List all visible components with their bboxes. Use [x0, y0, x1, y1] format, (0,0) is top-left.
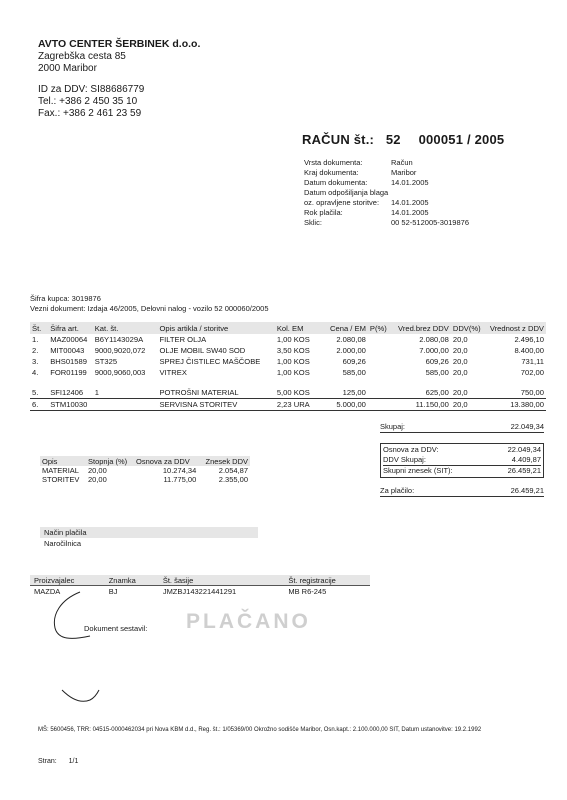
subtotal-value: 22.049,34 [510, 422, 544, 431]
company-name: AVTO CENTER ŠERBINEK d.o.o. [38, 38, 201, 50]
company-street: Zagrebška cesta 85 [38, 50, 126, 62]
signature-curve [54, 592, 90, 638]
fax: Fax.: +386 2 461 23 59 [38, 108, 142, 119]
footer-legal: MŠ: 5600456, TRR: 04515-0000462034 pri Nova KBM d.d., Reg. št.: 1/05369/00 Okrožno sodišče Maribor, Osn.kapt.: 2.100.000,00 SIT, Datum ustanovitve: 19.2.1992 [38, 727, 482, 733]
doc-info-row: oz. opravljene storitve: 14.01.2005 [304, 198, 429, 207]
doc-info-row: Kraj dokumenta: Maribor [304, 168, 417, 177]
col-header: Vred.brez DDV [390, 322, 451, 334]
paid-stamp: PLAČANO [186, 610, 311, 633]
payment-label: Način plačila [40, 527, 258, 538]
doc-info-row: Vrsta dokumenta: Račun [304, 158, 413, 167]
col-header: Šifra art. [48, 322, 93, 334]
vehicle-header-row: Proizvajalec Znamka Št. šasije Št. registracije [30, 575, 370, 586]
customer-code: Šifra kupca: 3019876 [30, 294, 101, 303]
invoice-label: RAČUN št.: [302, 132, 375, 147]
table-row: 5. SFI12406 1 POTROŠNI MATERIAL 5,00 KOS 125,00 625,00 20,0 750,00 [32, 388, 544, 397]
table-row: 6. STM10030 SERVISNA STORITEV 2,23 URA 5.000,00 11.150,00 20,0 13.380,00 [32, 400, 544, 409]
compiled-by-label: Dokument sestavil: [84, 624, 148, 633]
table-row: 3. BHS01589 ST325 SPREJ ČISTILEC MAŠČOBE 1,00 KOS 609,26 609,26 20,0 731,11 [32, 357, 544, 366]
col-header: Opis artikla / storitve [157, 322, 274, 334]
table-row: 4. FOR01199 9000,9060,003 VITREX 1,00 KOS 585,00 585,00 20,0 702,00 [32, 368, 544, 377]
col-header: P(%) [368, 322, 390, 334]
table-row: MAZDA BJ JMZBJ143221441291 MB R6-245 [34, 586, 327, 596]
company-city: 2000 Maribor [38, 63, 97, 74]
vat-id: ID za DDV: SI88686779 [38, 84, 145, 95]
table-row: 1. MAZ00064 B6Y1143029A FILTER OLJA 1,00 KOS 2.080,08 2.080,08 20,0 2.496,10 [32, 335, 544, 344]
col-header: Kol. EM [275, 322, 322, 334]
col-header: Vrednost z DDV [485, 322, 546, 334]
invoice-series: 52 [385, 132, 401, 147]
phone: Tel.: +386 2 450 35 10 [38, 96, 138, 107]
col-header: Št. [30, 322, 48, 334]
table-row: STORITEV 20,00 11.775,00 2.355,00 [42, 475, 248, 484]
table-row: MATERIAL 20,00 10.274,34 2.054,87 [42, 466, 248, 475]
doc-info-row: Rok plačila: 14.01.2005 [304, 208, 429, 217]
subtotal-line: Skupaj: 22.049,34 [380, 422, 544, 431]
payment-value: Naročilnica [44, 539, 82, 548]
vat-header-row: Opis Stopnja (%) Osnova za DDV Znesek DDV [42, 456, 248, 466]
invoice-no: 000051 / 2005 [418, 132, 505, 147]
col-header: Kat. št. [93, 322, 158, 334]
amount-due: 26.459,21 [510, 486, 544, 495]
doc-info-row: Datum odpošiljanja blaga [304, 188, 389, 197]
signature-tick [62, 690, 99, 701]
linked-document: Vezni dokument: Izdaja 46/2005, Delovni nalog - vozilo 52 000060/2005 [30, 304, 269, 313]
total-line: Skupni znesek (SIT): 26.459,21 [383, 466, 541, 475]
base-line: Osnova za DDV: 22.049,34 [383, 445, 541, 454]
vat-line: DDV Skupaj: 4.409,87 [383, 455, 541, 464]
doc-info-row: Datum dokumenta: 14.01.2005 [304, 178, 429, 187]
page-indicator: Stran: 1/1 [38, 758, 79, 765]
table-row: 2. MIT00043 9000,9020,072 OLJE MOBIL SW40 SOD 3,50 KOS 2.000,00 7.000,00 20,0 8.400,00 [32, 346, 544, 355]
col-header: Cena / EM [321, 322, 368, 334]
amount-due-line: Za plačilo: 26.459,21 [380, 486, 544, 495]
col-header: DDV(%) [451, 322, 485, 334]
doc-info-row: Sklic: 00 52-512005-3019876 [304, 218, 469, 227]
